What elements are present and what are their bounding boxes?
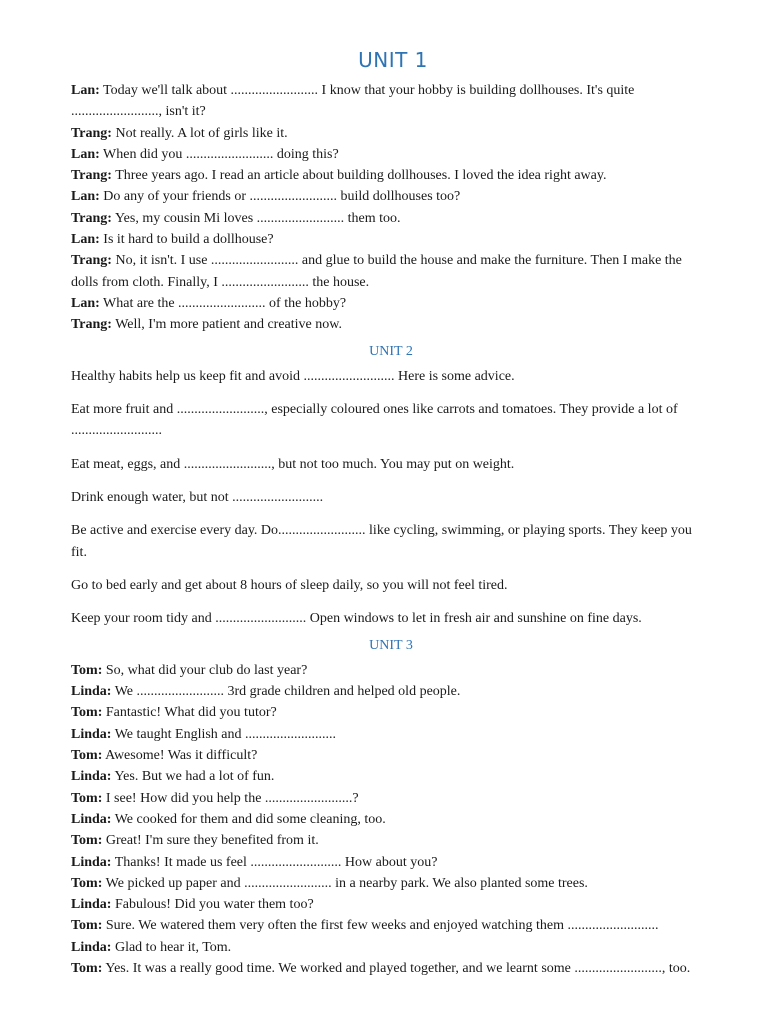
dialogue-text: Yes, my cousin Mi loves ......................... them too. — [111, 210, 401, 226]
dialogue-line — [71, 830, 711, 851]
speaker-name: Lan: — [71, 295, 100, 311]
dialogue-line — [71, 958, 711, 979]
speaker-name: Linda: — [71, 811, 112, 827]
speaker-name: Trang: — [71, 168, 112, 184]
speaker-name: Lan: — [71, 232, 100, 248]
dialogue-line — [71, 250, 711, 293]
dialogue-line — [71, 123, 711, 144]
speaker-name: Trang: — [71, 317, 112, 333]
speaker-name: Tom: — [71, 705, 103, 721]
dialogue-line — [71, 788, 711, 809]
dialogue-line — [71, 915, 711, 936]
dialogue-text: Sure. We watered them very often the first few weeks and enjoyed watching them .......................... — [102, 918, 659, 934]
speaker-name: Lan: — [71, 189, 100, 205]
dialogue-line — [71, 229, 711, 250]
dialogue-line — [71, 809, 711, 830]
dialogue-text: Three years ago. I read an article about building dollhouses. I loved the idea right away. — [111, 168, 607, 184]
dialogue-text: Yes. It was a really good time. We worked and played together, and we learnt some ........................., too. — [102, 961, 691, 976]
dialogue-text: We taught English and .......................... — [111, 726, 337, 742]
advice-paragraph: Healthy habits help us keep fit and avoid .......................... Here is some advice. — [71, 368, 515, 384]
speaker-name: Lan: — [71, 83, 100, 98]
dialogue-text: No, it isn't. I use ......................... and glue to build the house and make the furniture. Then I make the dolls from cloth. Finally, I ......................... the house. — [71, 253, 682, 290]
unit-1-title: UNIT 1 — [358, 48, 428, 72]
speaker-name: Lan: — [71, 146, 100, 162]
dialogue-text: Today we'll talk about ......................... I know that your hobby is building dollhouses. It's quite ........................., isn't it? — [71, 83, 635, 120]
dialogue-text: I see! How did you help the .........................? — [102, 790, 359, 806]
speaker-name: Linda: — [71, 769, 112, 785]
dialogue-line — [71, 766, 711, 787]
dialogue-text: Thanks! It made us feel .......................... How about you? — [111, 854, 438, 870]
dialogue-line — [71, 894, 711, 915]
dialogue-line — [71, 724, 711, 745]
advice-paragraph: Be active and exercise every day. Do......................... like cycling, swimming, or playing sports. They keep you fit. — [71, 523, 692, 560]
unit-2-title: UNIT 2 — [369, 343, 413, 359]
speaker-name: Linda: — [71, 854, 112, 870]
dialogue-text: Do any of your friends or ......................... build dollhouses too? — [99, 189, 461, 205]
dialogue-line — [71, 702, 711, 723]
speaker-name: Tom: — [71, 961, 103, 976]
unit-3-section — [71, 638, 711, 979]
dialogue-line — [71, 165, 711, 186]
dialogue-line — [71, 208, 711, 229]
dialogue-line — [71, 937, 711, 958]
dialogue-text: Fabulous! Did you water them too? — [111, 897, 314, 913]
dialogue-text: When did you ......................... doing this? — [99, 146, 339, 162]
dialogue-text: Awesome! Was it difficult? — [102, 748, 258, 764]
dialogue-text: We cooked for them and did some cleaning, too. — [111, 811, 386, 827]
dialogue-line — [71, 144, 711, 165]
unit-1-section — [71, 48, 711, 336]
dialogue-text: Not really. A lot of girls like it. — [111, 125, 288, 141]
advice-paragraph: Go to bed early and get about 8 hours of sleep daily, so you will not feel tired. — [71, 578, 508, 594]
dialogue-text: Glad to hear it, Tom. — [111, 939, 232, 955]
unit-2-section — [71, 344, 711, 630]
dialogue-text: What are the ......................... of the hobby? — [99, 295, 347, 311]
speaker-name: Linda: — [71, 684, 112, 700]
dialogue-text: Fantastic! What did you tutor? — [102, 705, 277, 721]
speaker-name: Trang: — [71, 125, 112, 141]
advice-paragraph: Drink enough water, but not .......................... — [71, 489, 324, 505]
dialogue-text: We picked up paper and ......................... in a nearby park. We also planted some trees. — [102, 875, 588, 891]
advice-paragraph: Eat more fruit and ........................., especially coloured ones like carrots and tomatoes. They provide a lot of .......................... — [71, 401, 678, 439]
dialogue-text: Well, I'm more patient and creative now. — [111, 317, 342, 333]
dialogue-text: So, what did your club do last year? — [102, 662, 308, 678]
dialogue-text: We ......................... 3rd grade children and helped old people. — [111, 684, 461, 700]
advice-paragraph: Eat meat, eggs, and ........................., but not too much. You may put on weight. — [71, 456, 515, 472]
speaker-name: Tom: — [71, 748, 103, 764]
dialogue-line — [71, 186, 711, 207]
speaker-name: Trang: — [71, 210, 112, 226]
speaker-name: Tom: — [71, 875, 103, 891]
speaker-name: Tom: — [71, 833, 103, 849]
unit-3-title: UNIT 3 — [369, 637, 413, 653]
speaker-name: Tom: — [71, 662, 103, 678]
dialogue-text: Is it hard to build a dollhouse? — [99, 232, 274, 248]
dialogue-text: Great! I'm sure they benefited from it. — [102, 833, 319, 849]
dialogue-line — [71, 660, 711, 681]
dialogue-line — [71, 80, 711, 123]
dialogue-line — [71, 314, 711, 335]
speaker-name: Tom: — [71, 918, 103, 934]
dialogue-line — [71, 293, 711, 314]
dialogue-line — [71, 852, 711, 873]
advice-paragraph: Keep your room tidy and .......................... Open windows to let in fresh air and sunshine on fine days. — [71, 611, 642, 627]
worksheet-page — [71, 48, 711, 979]
dialogue-line — [71, 873, 711, 894]
speaker-name: Trang: — [71, 253, 112, 269]
speaker-name: Tom: — [71, 790, 103, 806]
speaker-name: Linda: — [71, 726, 112, 742]
dialogue-text: Yes. But we had a lot of fun. — [111, 769, 275, 785]
dialogue-line — [71, 681, 711, 702]
dialogue-line — [71, 745, 711, 766]
speaker-name: Linda: — [71, 897, 112, 913]
speaker-name: Linda: — [71, 939, 112, 955]
